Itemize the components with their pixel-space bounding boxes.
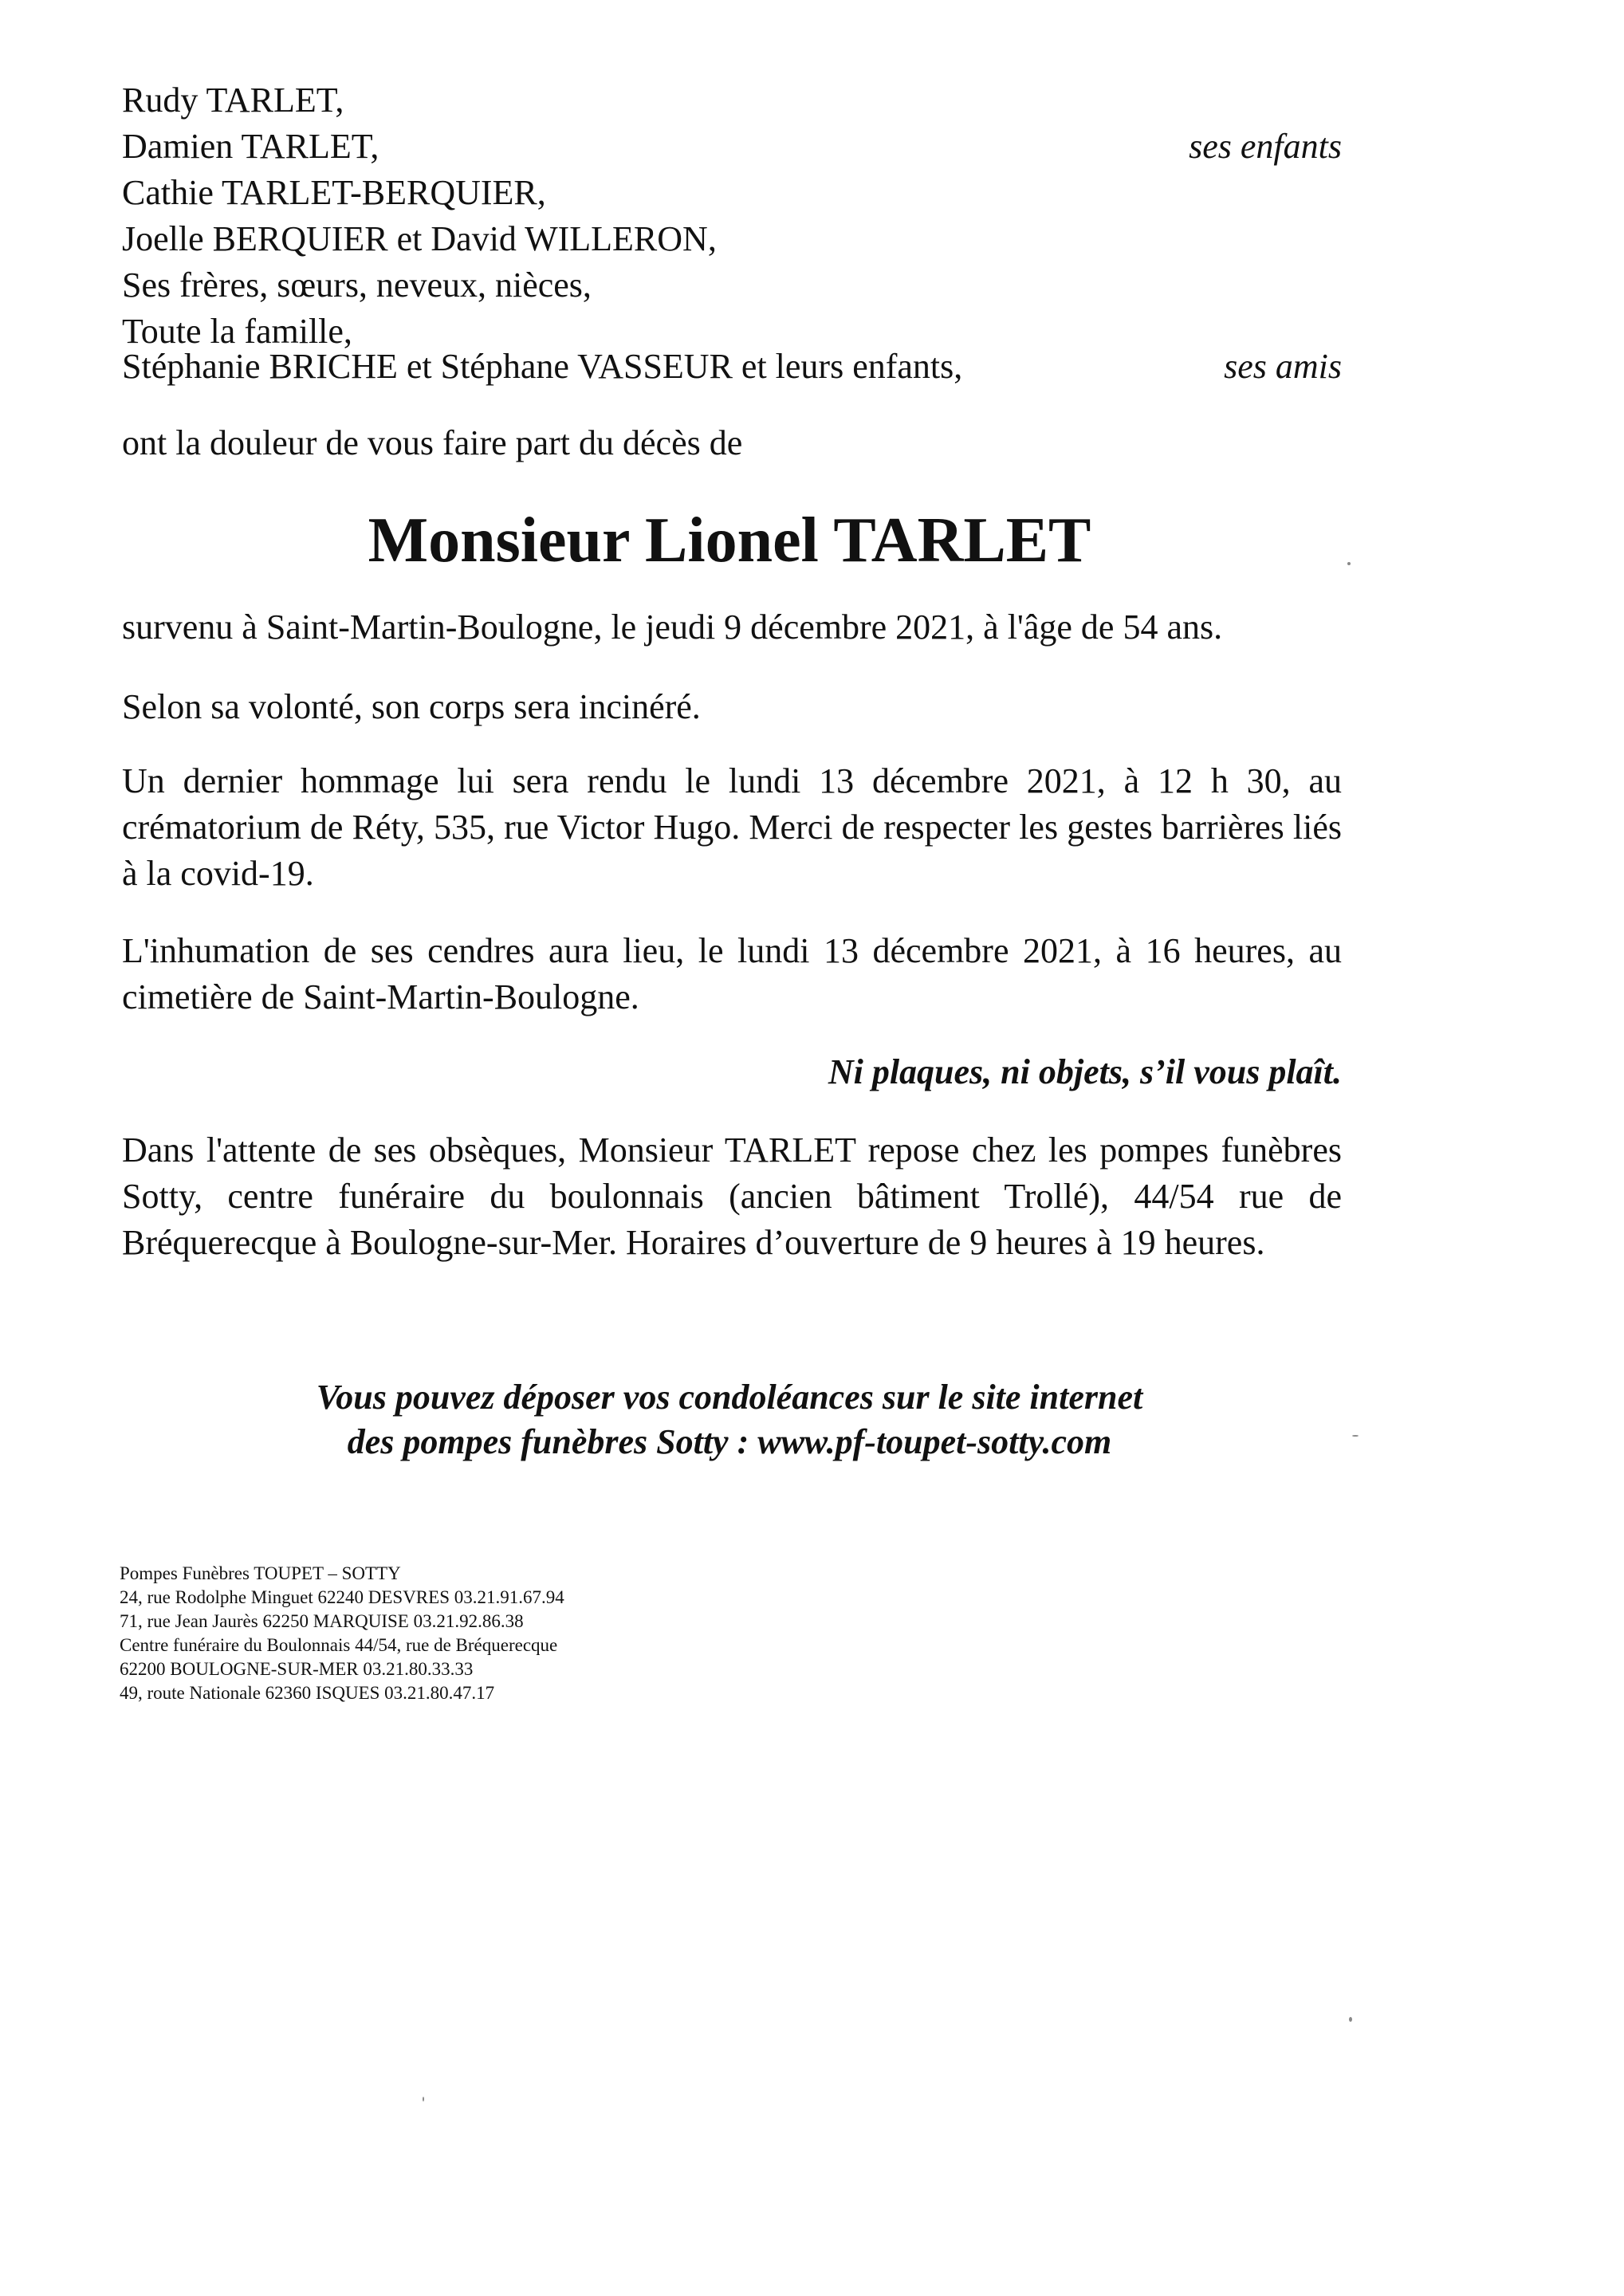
announcement-text: ont la douleur de vous faire part du décès de — [122, 423, 743, 462]
footer-line: 49, route Nationale 62360 ISQUES 03.21.80.47.17 — [120, 1683, 495, 1703]
repose-paragraph: Dans l'attente de ses obsèques, Monsieur TARLET repose chez les pompes funèbres Sotty, centre funéraire du boulonnais (ancien bâtiment Trollé), 44/54 rue de Bréquerecque à Boulogne-sur-Mer. Horaires d’ouverture de 9 heures à 19 heures. — [122, 1130, 1342, 1262]
footer-line: Pompes Funèbres TOUPET – SOTTY — [120, 1563, 401, 1583]
family-name-line: Toute la famille, — [122, 312, 352, 351]
no-flowers-request: Ni plaques, ni objets, s’il vous plaît. — [828, 1052, 1342, 1091]
death-details: survenu à Saint-Martin-Boulogne, le jeudi 9 décembre 2021, à l'âge de 54 ans. — [122, 607, 1223, 647]
footer-line: 62200 BOULOGNE-SUR-MER 03.21.80.33.33 — [120, 1659, 474, 1679]
family-name-line: Joelle BERQUIER et David WILLERON, — [122, 219, 717, 258]
interment-paragraph: L'inhumation de ses cendres aura lieu, le lundi 13 décembre 2021, à 16 heures, au cimetière de Saint-Martin-Boulogne. — [122, 931, 1342, 1016]
footer-line: Centre funéraire du Boulonnais 44/54, rue de Bréquerecque — [120, 1635, 558, 1655]
condolences-line: des pompes funèbres Sotty : www.pf-toupet-sotty.com — [347, 1422, 1112, 1461]
footer-line: 71, rue Jean Jaurès 62250 MARQUISE 03.21.92.86.38 — [120, 1611, 524, 1631]
cremation-note: Selon sa volonté, son corps sera incinéré. — [122, 687, 701, 726]
scan-speck — [423, 2097, 424, 2101]
family-name-line: Damien TARLET, — [122, 127, 379, 166]
deceased-name: Monsieur Lionel TARLET — [368, 505, 1091, 576]
footer-line: 24, rue Rodolphe Minguet 62240 DESVRES 03.21.91.67.94 — [120, 1587, 564, 1607]
role-friends: ses amis — [1224, 347, 1342, 386]
scan-speck — [1347, 562, 1351, 565]
scan-speck — [1352, 1435, 1359, 1437]
tribute-paragraph: Un dernier hommage lui sera rendu le lundi 13 décembre 2021, à 12 h 30, au crématorium de Réty, 535, rue Victor Hugo. Merci de respecter les gestes barrières liés à la covid-19. — [122, 761, 1342, 893]
role-children: ses enfants — [1189, 127, 1342, 166]
family-name-line: Stéphanie BRICHE et Stéphane VASSEUR et leurs enfants, — [122, 347, 963, 386]
family-name-line: Cathie TARLET-BERQUIER, — [122, 173, 546, 212]
scan-speck — [1349, 2017, 1352, 2022]
condolences-line: Vous pouvez déposer vos condoléances sur le site internet — [316, 1378, 1143, 1417]
family-name-line: Ses frères, sœurs, neveux, nièces, — [122, 265, 592, 305]
family-name-line: Rudy TARLET, — [122, 81, 344, 120]
